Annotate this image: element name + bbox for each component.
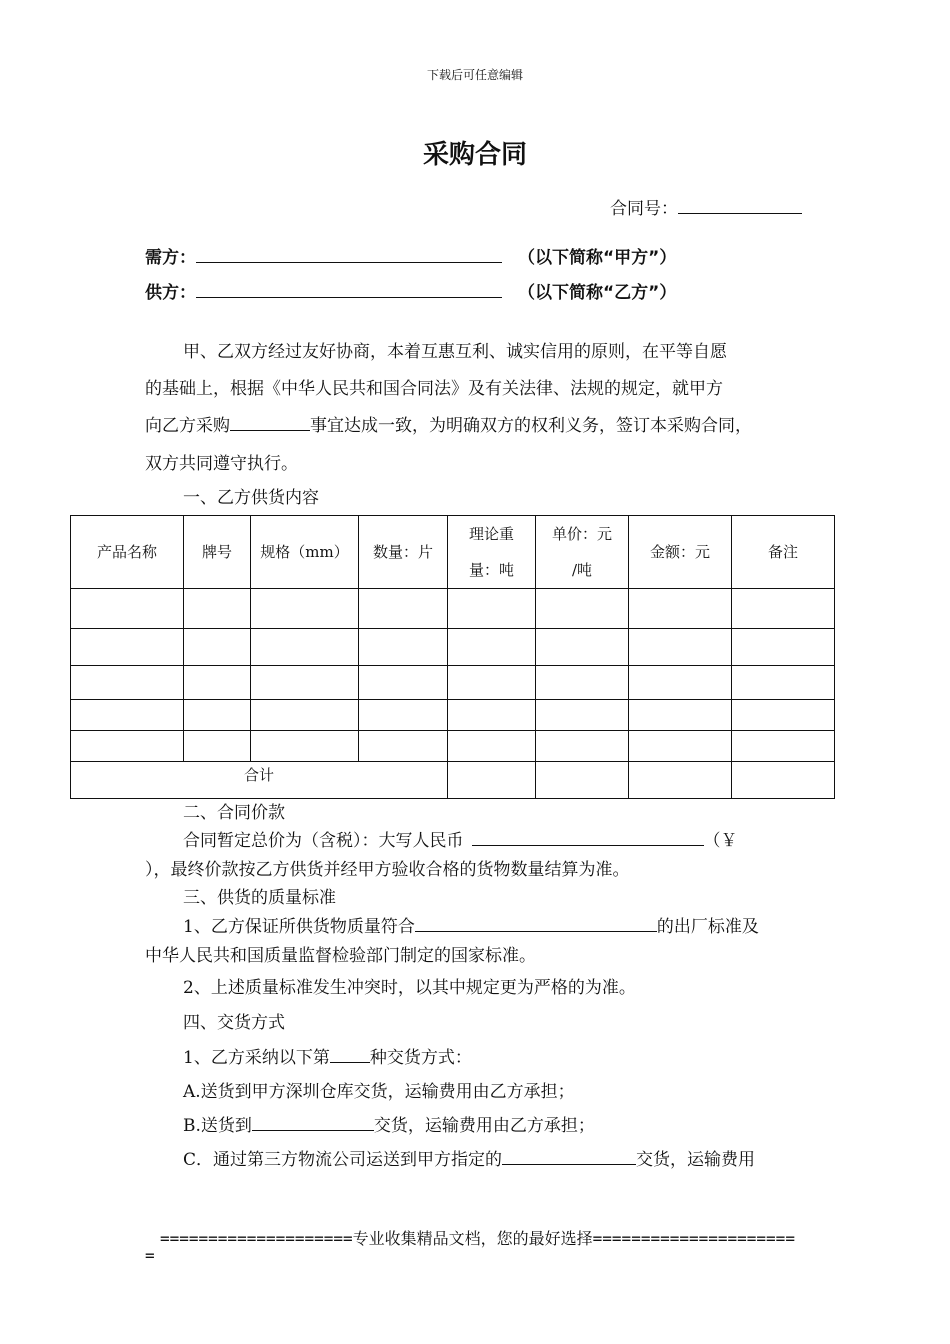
header-product-name: 产品名称 (71, 516, 184, 589)
header-quantity: 数量：片 (359, 516, 448, 589)
table-cell[interactable] (732, 700, 835, 731)
table-cell[interactable] (629, 700, 732, 731)
table-cell[interactable] (184, 589, 251, 629)
header-unit-price (536, 516, 629, 589)
goods-table (70, 515, 835, 799)
header-weight (448, 516, 536, 589)
party-a-blank[interactable] (196, 244, 502, 263)
footer-banner-tail: = (145, 1246, 155, 1265)
table-cell[interactable] (629, 666, 732, 700)
table-cell[interactable] (251, 666, 359, 700)
quality-standard-blank[interactable] (415, 913, 657, 932)
table-cell[interactable] (71, 629, 184, 666)
option-c-post: 交货，运输费用 (636, 1150, 756, 1170)
table-cell[interactable] (448, 731, 536, 762)
intro-line-3 (145, 411, 752, 436)
table-cell[interactable] (448, 700, 536, 731)
table-cell[interactable] (251, 589, 359, 629)
header-remarks: 备注 (732, 516, 835, 589)
price-line-2: ），最终价款按乙方供货并经甲方验收合格的货物数量结算为准。 (145, 860, 630, 880)
option-b-post: 交货，运输费用由乙方承担； (373, 1116, 595, 1136)
table-cell[interactable] (536, 666, 629, 700)
party-b-label: 供方： (145, 283, 196, 303)
header-weight-line1: 理论重 (468, 525, 514, 543)
table-cell[interactable] (732, 666, 835, 700)
table-row (71, 666, 835, 700)
price-line (183, 826, 738, 851)
option-c-line (183, 1145, 755, 1170)
table-cell[interactable] (71, 589, 184, 629)
option-b-line (183, 1111, 595, 1136)
contract-number-blank[interactable] (678, 195, 802, 214)
table-cell[interactable] (359, 589, 448, 629)
quality-1-post: 的出厂标准及 (656, 917, 759, 937)
intro-line-1: 甲、乙双方经过友好协商，本着互惠互利、诚实信用的原则，在平等自愿 (183, 342, 727, 362)
total-label-cell (71, 762, 448, 799)
intro-line-4: 双方共同遵守执行。 (145, 454, 298, 474)
table-cell[interactable] (251, 700, 359, 731)
table-cell[interactable] (732, 731, 835, 762)
table-cell[interactable] (184, 731, 251, 762)
intro-line-3-pre: 向乙方采购 (145, 416, 230, 436)
price-line-pre: 合同暂定总价为（含税）：大写人民币 (183, 831, 464, 851)
contract-number-label: 合同号： (610, 199, 678, 219)
table-cell[interactable] (184, 629, 251, 666)
intro-line-3-post: 事宜达成一致，为明确双方的权利义务，签订本采购合同， (310, 416, 752, 436)
table-cell[interactable] (536, 700, 629, 731)
table-cell[interactable] (536, 731, 629, 762)
table-cell[interactable] (184, 700, 251, 731)
total-label: 合计 (243, 766, 274, 784)
option-b-pre: B.送货到 (183, 1116, 252, 1136)
header-unit-price-line1: 单价：元 (551, 525, 612, 543)
quality-1-line-2: 中华人民共和国质量监督检验部门制定的国家标准。 (145, 946, 536, 966)
table-cell[interactable] (251, 629, 359, 666)
table-cell[interactable] (359, 700, 448, 731)
table-cell[interactable] (448, 762, 536, 799)
table-cell[interactable] (536, 629, 629, 666)
delivery-1-post: 种交货方式： (369, 1048, 472, 1068)
party-a-label: 需方： (145, 248, 196, 268)
party-a-note: （以下简称“甲方”） (518, 248, 677, 268)
document-title: 采购合同 (422, 140, 527, 170)
quality-1-line (183, 912, 759, 937)
party-b-note: （以下简称“乙方”） (518, 283, 677, 303)
table-row (71, 700, 835, 731)
section-4-heading: 四、交货方式 (183, 1013, 285, 1033)
table-cell[interactable] (359, 629, 448, 666)
party-a-row (145, 243, 676, 268)
table-cell[interactable] (732, 762, 835, 799)
header-note: 下载后可任意编辑 (426, 68, 523, 82)
option-c-pre: C．通过第三方物流公司运送到甲方指定的 (183, 1150, 503, 1170)
section-2-heading: 二、合同价款 (183, 803, 285, 823)
table-cell[interactable] (359, 731, 448, 762)
option-a-line: A.送货到甲方深圳仓库交货，运输费用由乙方承担； (183, 1082, 575, 1102)
delivery-1-line (183, 1043, 472, 1068)
table-cell[interactable] (71, 666, 184, 700)
purchase-item-blank[interactable] (230, 412, 310, 431)
table-cell[interactable] (536, 589, 629, 629)
contract-number-row (610, 194, 802, 219)
table-cell[interactable] (71, 700, 184, 731)
table-cell[interactable] (251, 731, 359, 762)
header-spec: 规格（mm） (251, 516, 359, 589)
table-cell[interactable] (359, 666, 448, 700)
table-header-row (71, 516, 835, 589)
table-cell[interactable] (184, 666, 251, 700)
section-3-heading: 三、供货的质量标准 (183, 888, 336, 908)
table-cell[interactable] (629, 589, 732, 629)
table-row (71, 589, 835, 629)
option-c-location-blank[interactable] (502, 1146, 636, 1165)
header-unit-price-line2: /吨 (571, 561, 593, 579)
price-amount-blank[interactable] (472, 827, 704, 846)
table-total-row (71, 762, 835, 799)
table-cell[interactable] (448, 666, 536, 700)
table-row (71, 629, 835, 666)
table-cell[interactable] (732, 629, 835, 666)
option-b-location-blank[interactable] (252, 1112, 374, 1131)
table-cell[interactable] (448, 629, 536, 666)
table-cell[interactable] (629, 762, 732, 799)
table-cell[interactable] (629, 629, 732, 666)
table-cell[interactable] (629, 731, 732, 762)
header-amount: 金额：元 (629, 516, 732, 589)
delivery-1-pre: 1、乙方采纳以下第 (183, 1048, 330, 1068)
header-grade: 牌号 (184, 516, 251, 589)
section-1-heading: 一、乙方供货内容 (183, 488, 319, 508)
party-b-row (145, 278, 676, 303)
delivery-option-blank[interactable] (330, 1044, 370, 1063)
header-weight-line2: 量：吨 (468, 561, 514, 579)
party-b-blank[interactable] (196, 279, 502, 298)
price-line-post: （￥ (703, 831, 738, 851)
table-cell[interactable] (448, 589, 536, 629)
quality-1-pre: 1、乙方保证所供货物质量符合 (183, 917, 415, 937)
quality-2-line: 2、上述质量标准发生冲突时，以其中规定更为严格的为准。 (183, 978, 636, 998)
intro-line-2: 的基础上，根据《中华人民共和国合同法》及有关法律、法规的规定，就甲方 (145, 379, 723, 399)
table-cell[interactable] (732, 589, 835, 629)
footer-banner: ====================专业收集精品文档，您的最好选择===================== (160, 1229, 795, 1248)
table-cell[interactable] (71, 731, 184, 762)
table-cell[interactable] (536, 762, 629, 799)
table-row (71, 731, 835, 762)
